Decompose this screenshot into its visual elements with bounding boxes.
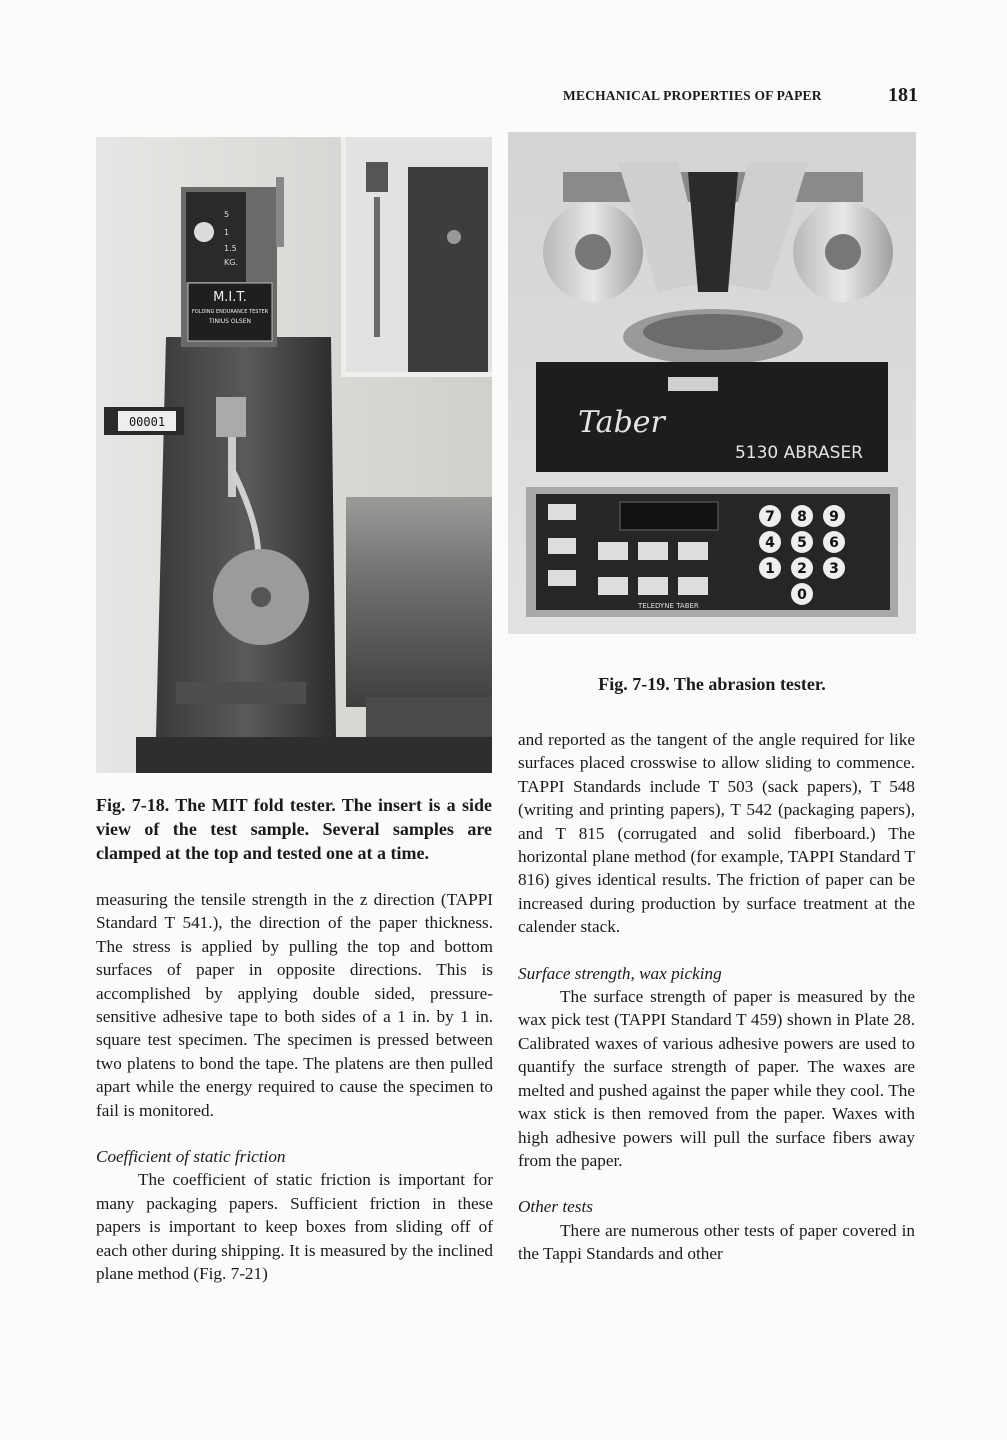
body-paragraph: and reported as the tangent of the angle required for like surfaces placed crosswise to allow sliding to commence. TAPPI Standards include T 503 (sack papers), T 548 (writing and printing papers), T 542 (packaging papers), and T 815 (corrugated and solid fiberboard.) The horizontal plane method (for example, TAPPI Standard T 816) gives identical results. The friction of paper can be increased during production by surface treatment at the calender stack. <box>518 730 915 937</box>
counter-readout: 00001 <box>128 415 166 429</box>
section-heading-other-tests: Other tests <box>518 1197 593 1217</box>
keypad-key: 5 <box>797 535 807 551</box>
abrasion-tester-photo <box>508 132 916 634</box>
keypad-key: 0 <box>797 587 807 603</box>
keypad-key: 6 <box>829 535 839 551</box>
body-paragraph: The surface strength of paper is measured by the wax pick test (TAPPI Standard T 459) shown in Plate 28. Calibrated waxes of various adhesive powers are used to quantify the surface strength of paper. The waxes are melted and pushed against the paper while they cool. The wax stick is then removed from the paper. Waxes with high adhesive powers will pull the surface fibers away from the paper. <box>518 987 915 1170</box>
page-number: 181 <box>888 84 918 106</box>
keypad-key: 8 <box>797 509 807 525</box>
figure-caption-7-19: Fig. 7-19. The abrasion tester. <box>598 674 826 694</box>
running-header <box>563 84 918 108</box>
scale-mark: 1 <box>224 228 230 237</box>
body-paragraph: measuring the tensile strength in the z direction (TAPPI Standard T 541.), the direction of the paper thickness. The stress is applied by pulling the top and bottom surfaces of paper in opposite directions. This is accomplished by applying double sided, pressure-sensitive adhesive tape to both sides of a 1 in. by 1 in. square test specimen. The specimen is pressed between two platens to bond the tape. The platens are then pulled apart while the energy required to cause the specimen to fail is monitored. <box>96 890 493 1120</box>
keypad-key: 3 <box>829 561 839 577</box>
body-paragraph: There are numerous other tests of paper covered in the Tappi Standards and other <box>518 1220 915 1264</box>
keypad-key: 4 <box>765 535 775 551</box>
figure-caption-7-18: Fig. 7-18. The MIT fold tester. The insert is a side view of the test sample. Several samples are clamped at the top and tested one at a time. <box>96 795 492 863</box>
keypad-key: 2 <box>797 561 807 577</box>
left-column <box>96 888 493 1286</box>
section-heading-friction: Coefficient of static friction <box>96 1147 286 1167</box>
plate-maker: TINIUS OLSEN <box>209 318 251 325</box>
body-paragraph: The coefficient of static friction is important for many packaging papers. Sufficient friction in these papers is important to keep boxes from sliding off of each other during shipping. It is measured by the inclined plane method (Fig. 7-21) <box>96 1170 493 1284</box>
mit-fold-tester-photo <box>96 137 492 773</box>
model-label: 5130 ABRASER <box>734 443 863 463</box>
keypad-key: 9 <box>829 509 839 525</box>
scale-mark: KG. <box>224 258 238 267</box>
keypad-key: 7 <box>765 509 775 525</box>
scale-mark: 1.5 <box>224 244 237 253</box>
panel-footer: TELEDYNE TABER <box>638 602 699 610</box>
running-head-title: MECHANICAL PROPERTIES OF PAPER <box>563 88 822 103</box>
plate-subtitle: FOLDING ENDURANCE TESTER <box>191 309 269 315</box>
plate-title: M.I.T. <box>213 290 247 305</box>
right-column <box>518 728 915 1266</box>
keypad-key: 1 <box>765 561 775 577</box>
scale-mark: 5 <box>224 210 230 219</box>
section-heading-surface-strength: Surface strength, wax picking <box>518 963 722 983</box>
taber-brand: Taber <box>578 405 665 440</box>
